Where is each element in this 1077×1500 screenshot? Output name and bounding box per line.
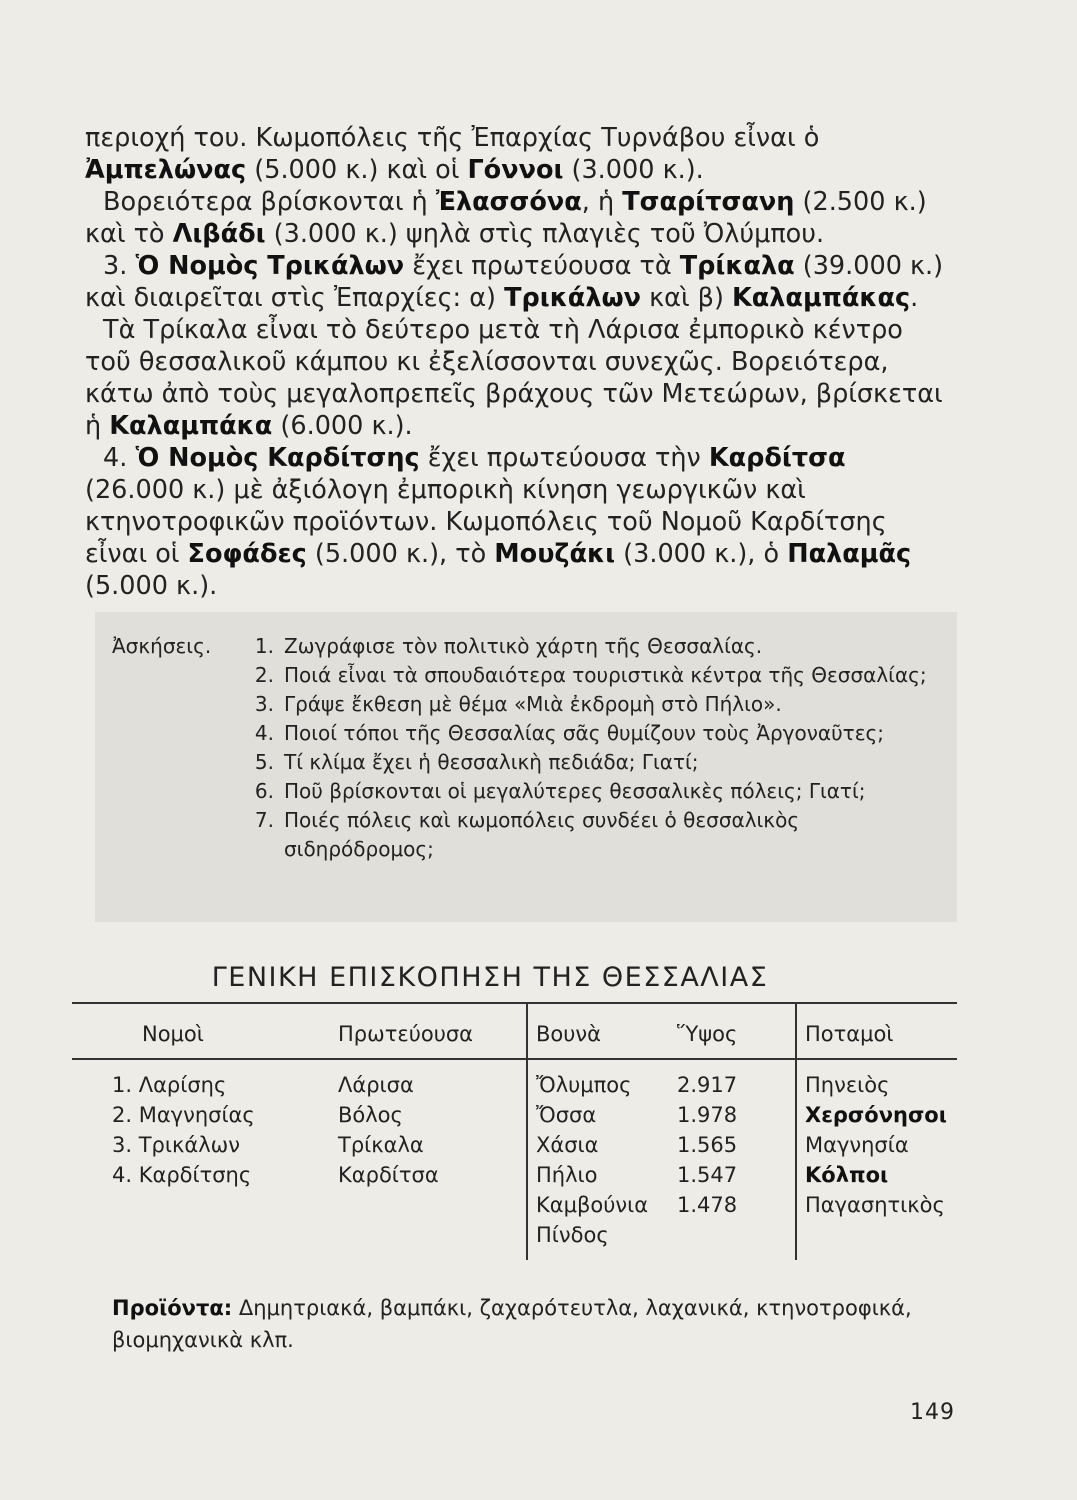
river-item: Μαγνησία [805, 1133, 909, 1157]
bold-term: Παλαμᾶς [787, 539, 912, 569]
table-header-row [72, 1003, 957, 1059]
exercises-heading [112, 661, 244, 690]
text-run: ἔχει πρωτεύουσα τὴν [419, 443, 709, 473]
exercise-number: 7. [254, 808, 274, 832]
products-label: Προϊόντα: [112, 1296, 233, 1320]
exercise-item [112, 748, 932, 777]
height-item: 1.565 [677, 1133, 738, 1157]
bold-term: Ἐλασσόνα [435, 187, 582, 217]
bold-term: Καρδίτσα [708, 443, 846, 473]
bold-term: Τσαρίτσανη [622, 187, 795, 217]
exercise-text: Ζωγράφισε τὸν πολιτικὸ χάρτη τῆς Θεσσαλίας. [284, 634, 763, 658]
nomoi-cell [72, 1059, 330, 1260]
mountain-item: Πήλιο [536, 1163, 598, 1187]
exercise-number: 6. [254, 779, 274, 803]
heights-cell [669, 1059, 796, 1260]
exercise-text: Γράψε ἔκθεση μὲ θέμα «Μιὰ ἐκδρομὴ στὸ Πήλιο». [284, 692, 782, 716]
text-run: (3.000 κ.). [563, 155, 704, 185]
text-run: Τὰ Τρίκαλα εἶναι τὸ δεύτερο μετὰ τὴ Λάρισα ἐμπορικὸ κέντρο τοῦ θεσσαλικοῦ κάμπου κι ἐξελίσσονται συνεχῶς. Βορειότερα, κάτω ἀπὸ τοὺς μεγαλοπρεπεῖς βράχους τῶν Μετεώρων, βρίσκεται ἡ [85, 315, 943, 441]
nomos-item: 4. Καρδίτσης [112, 1163, 252, 1187]
text-run: (3.000 κ.) ψηλὰ στὶς πλαγιὲς τοῦ Ὀλύμπου. [265, 219, 825, 249]
mountain-item: Ὄλυμπος [536, 1073, 632, 1097]
text-run: ἔχει πρωτεύουσα τὰ [404, 251, 680, 281]
exercise-item [112, 632, 932, 661]
text-run: (6.000 κ.). [272, 411, 413, 441]
bold-term: Σοφάδες [187, 539, 307, 569]
text-run: καὶ β) [641, 283, 733, 313]
overview-table [72, 1002, 957, 1260]
exercise-text: Ποῦ βρίσκονται οἱ μεγαλύτερες θεσσαλικὲς πόλεις; Γιατί; [284, 779, 866, 803]
bold-term: Τρίκαλα [679, 251, 795, 281]
exercise-text: Ποιές πόλεις καὶ κωμοπόλεις συνδέει ὁ θεσσαλικὸς σιδηρόδρομος; [284, 808, 800, 861]
header-height: Ὕψος [669, 1003, 796, 1059]
bold-term: Μουζάκι [494, 539, 616, 569]
bold-term: Ὁ Νομὸς Καρδίτσης [135, 443, 420, 473]
exercise-number: 5. [254, 750, 274, 774]
exercise-item [112, 690, 932, 719]
mountain-item: Χάσια [536, 1133, 599, 1157]
bold-term: Καλαμπάκα [109, 411, 273, 441]
text-run: (5.000 κ.). [85, 571, 218, 601]
bold-term: Γόννοι [467, 155, 564, 185]
nomos-item: 3. Τρικάλων [112, 1133, 240, 1157]
exercises-heading [112, 748, 244, 777]
page-number: 149 [910, 1400, 955, 1425]
river-item: Παγασητικὸς [805, 1193, 945, 1217]
river-item: Πηνειὸς [805, 1073, 890, 1097]
body-text [85, 122, 950, 602]
bold-term: Καλαμπάκας [732, 283, 911, 313]
height-item: 2.917 [677, 1073, 738, 1097]
paragraph [85, 250, 950, 314]
exercise-item [112, 661, 932, 690]
text-run: (3.000 κ.), ὁ [615, 539, 788, 569]
river-heading: Χερσόνησοι [805, 1103, 947, 1127]
exercises-heading [112, 719, 244, 748]
products-line [112, 1292, 932, 1356]
mountain-item: Ὄσσα [536, 1103, 597, 1127]
exercise-number: 4. [254, 721, 274, 745]
height-item: 1.478 [677, 1193, 738, 1217]
text-run: περιοχή του. Κωμοπόλεις τῆς Ἐπαρχίας Τυρνάβου εἶναι ὁ [85, 123, 820, 153]
mountain-item: Πίνδος [536, 1223, 609, 1247]
capital-item: Λάρισα [338, 1073, 414, 1097]
exercises-heading [112, 806, 244, 864]
bold-term: Ὁ Νομὸς Τρικάλων [135, 251, 405, 281]
header-rivers: Ποταμοὶ [796, 1003, 957, 1059]
capital-item: Βόλος [338, 1103, 403, 1127]
text-run: 3. [103, 251, 136, 281]
exercises-heading: Ἀσκήσεις. [112, 634, 212, 658]
capital-item: Καρδίτσα [338, 1163, 439, 1187]
text-run: , ἡ [581, 187, 623, 217]
height-item: 1.547 [677, 1163, 738, 1187]
bold-term: Ἀμπελώνας [85, 155, 247, 185]
text-run: . [910, 283, 919, 313]
bold-term: Λιβάδι [172, 219, 266, 249]
height-item: 1.978 [677, 1103, 738, 1127]
text-run: (39.000 κ.) καὶ διαιρεῖται στὶς Ἐπαρχίες: α) [85, 251, 944, 313]
capital-item: Τρίκαλα [338, 1133, 424, 1157]
text-run: (5.000 κ.) καὶ οἱ [246, 155, 468, 185]
text-run: Βορειότερα βρίσκονται ἡ [103, 187, 436, 217]
bold-term: Τρικάλων [504, 283, 641, 313]
text-run: (26.000 κ.) μὲ ἀξιόλογη ἐμπορικὴ κίνηση γεωργικῶν καὶ κτηνοτροφικῶν προϊόντων. Κωμοπόλεις τοῦ Νομοῦ Καρδίτσης εἶναι οἱ [85, 475, 887, 569]
rivers-cell [796, 1059, 957, 1260]
exercise-number: 3. [254, 692, 274, 716]
nomos-item: 2. Μαγνησίας [112, 1103, 255, 1127]
river-heading: Κόλποι [805, 1163, 889, 1187]
header-mountains: Βουνὰ [527, 1003, 669, 1059]
overview-title: ΓΕΝΙΚΗ ΕΠΙΣΚΟΠΗΣΗ ΤΗΣ ΘΕΣΣΑΛΙΑΣ [211, 962, 769, 993]
overview-table-wrap [72, 1002, 957, 1260]
exercise-number: 1. [254, 634, 274, 658]
exercise-item [112, 719, 932, 748]
header-capital: Πρωτεύουσα [330, 1003, 527, 1059]
text-run: (5.000 κ.), τὸ [306, 539, 495, 569]
header-nomoi: Νομοὶ [72, 1003, 330, 1059]
exercises-heading [112, 690, 244, 719]
paragraph [85, 122, 950, 186]
mountains-cell [527, 1059, 669, 1260]
table-row [72, 1059, 957, 1260]
exercise-item [112, 777, 932, 806]
products-text: Δημητριακά, βαμπάκι, ζαχαρότευτλα, λαχανικά, κτηνοτροφικά, βιομηχανικὰ κλπ. [112, 1296, 912, 1352]
paragraph [85, 186, 950, 250]
text-run: (2.500 κ.) καὶ τὸ [85, 187, 927, 249]
nomos-item: 1. Λαρίσης [112, 1073, 227, 1097]
exercise-text: Ποιοί τόποι τῆς Θεσσαλίας σᾶς θυμίζουν τοὺς Ἀργοναῦτες; [284, 721, 884, 745]
paragraph [85, 442, 950, 602]
exercise-number: 2. [254, 663, 274, 687]
exercise-item [112, 806, 932, 864]
exercises-heading [112, 777, 244, 806]
exercise-text: Ποιά εἶναι τὰ σπουδαιότερα τουριστικὰ κέντρα τῆς Θεσσαλίας; [284, 663, 927, 687]
text-run: 4. [103, 443, 136, 473]
exercise-text: Τί κλίμα ἔχει ἡ θεσσαλικὴ πεδιάδα; Γιατί; [284, 750, 699, 774]
mountain-item: Καμβούνια [536, 1193, 649, 1217]
paragraph [85, 314, 950, 442]
capitals-cell [330, 1059, 527, 1260]
exercises-section [112, 632, 932, 864]
